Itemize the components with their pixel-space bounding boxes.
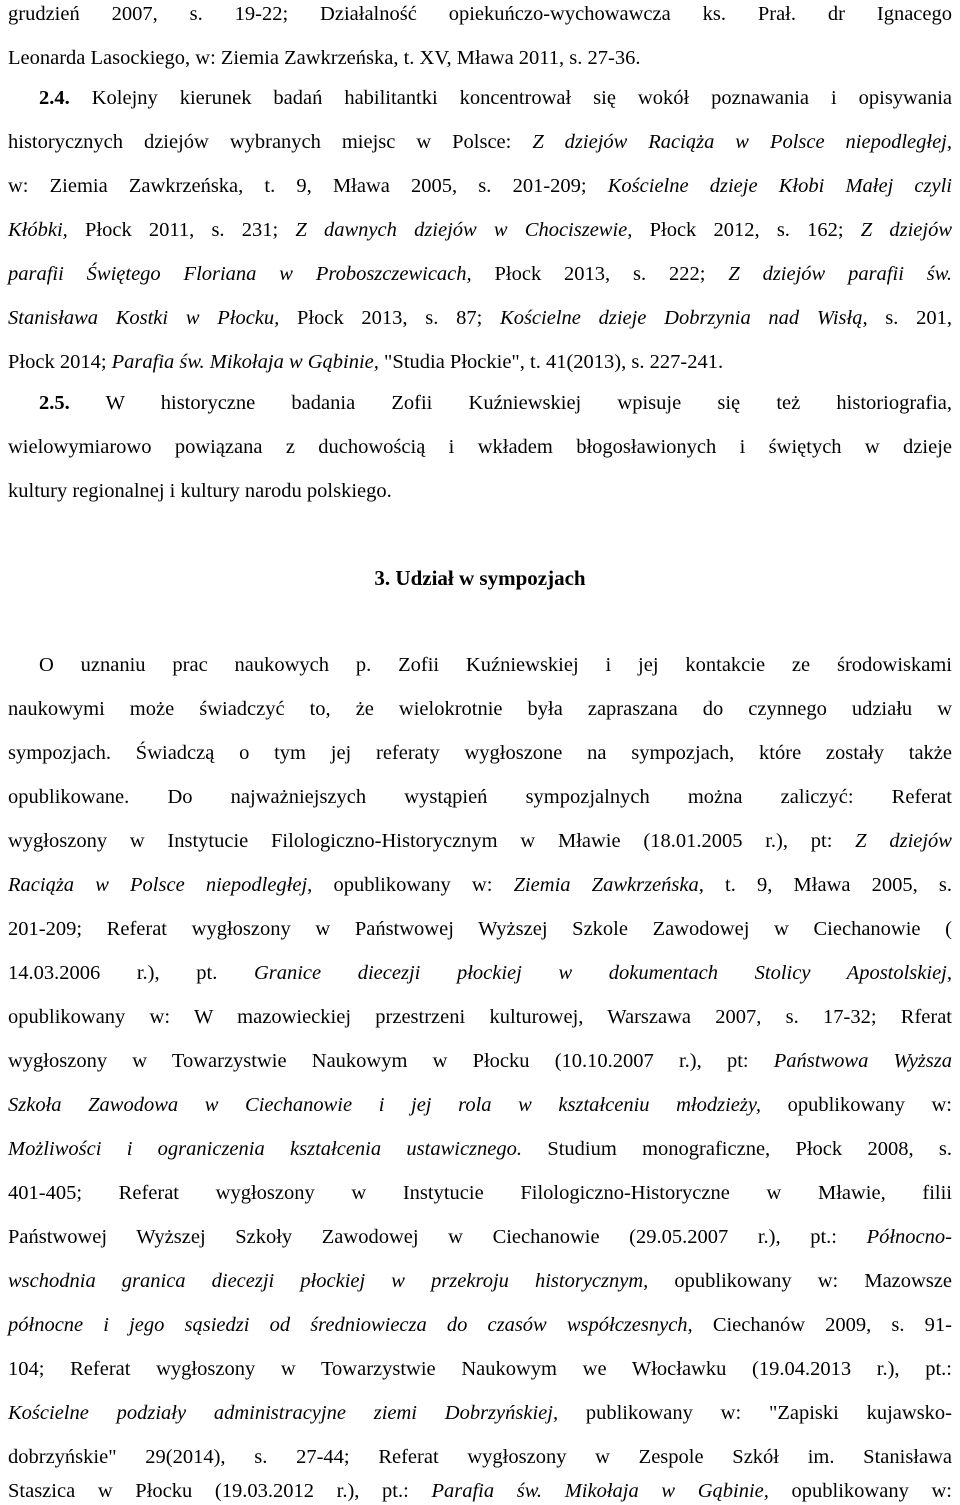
text-line: w: Ziemia Zawkrzeńska, t. 9, Mława 2005, s. 201-209; Kościelne dzieje Kłobi Małej czyli (8, 175, 952, 197)
text-line: Stanisława Kostki w Płocku, Płock 2013, s. 87; Kościelne dzieje Dobrzynia nad Wisłą, s. 201, (8, 307, 953, 329)
text-line: historycznych dziejów wybranych miejsc w Polsce: Z dziejów Raciąża w Polsce niepodległej, (8, 131, 953, 153)
text-line: północne i jego sąsiedzi od średniowiecza do czasów współczesnych, Ciechanów 2009, s. 91- (8, 1314, 952, 1336)
text-line: Szkoła Zawodowa w Ciechanowie i jej rola w kształceniu młodzieży, opublikowany w: (8, 1094, 952, 1116)
text-line: Państwowej Wyższej Szkoły Zawodowej w Ciechanowie (29.05.2007 r.), pt.: Północno- (8, 1226, 952, 1248)
text-line: parafii Świętego Floriana w Proboszczewicach, Płock 2013, s. 222; Z dziejów parafii św. (8, 263, 952, 285)
text-line: 104; Referat wygłoszony w Towarzystwie Naukowym we Włocławku (19.04.2013 r.), pt.: (8, 1358, 952, 1380)
text-line: dobrzyńskie" 29(2014), s. 27-44; Referat wygłoszony w Zespole Szkół im. Stanisława (8, 1446, 952, 1468)
section-heading: 3. Udział w sympozjach (374, 566, 586, 590)
text-line: Staszica w Płocku (19.03.2012 r.), pt.: Parafia św. Mikołaja w Gąbinie, opublikowany w: (8, 1480, 952, 1502)
text-line: O uznaniu prac naukowych p. Zofii Kuźniewskiej i jej kontakcie ze środowiskami (39, 654, 952, 676)
text-line: Kłóbki, Płock 2011, s. 231; Z dawnych dziejów w Chociszewie, Płock 2012, s. 162; Z dziejów (8, 219, 953, 241)
text-line: Płock 2014; Parafia św. Mikołaja w Gąbinie, "Studia Płockie", t. 41(2013), s. 227-241. (8, 351, 724, 373)
text-line: Leonarda Lasockiego, w: Ziemia Zawkrzeńska, t. XV, Mława 2011, s. 27-36. (8, 47, 641, 69)
text-line: sympozjach. Świadczą o tym jej referaty wygłoszone na sympozjach, które zostały także (8, 742, 952, 764)
section-number: 2.4. (39, 87, 70, 109)
text-line: wygłoszony w Towarzystwie Naukowym w Płocku (10.10.2007 r.), pt: Państwowa Wyższa (8, 1050, 952, 1072)
text-line: wschodnia granica diecezji płockiej w przekroju historycznym, opublikowany w: Mazowsze (8, 1270, 952, 1292)
text-line: kultury regionalnej i kultury narodu polskiego. (8, 480, 392, 502)
text-line: 201-209; Referat wygłoszony w Państwowej Wyższej Szkole Zawodowej w Ciechanowie ( (8, 918, 952, 940)
text-line: 14.03.2006 r.), pt. Granice diecezji płockiej w dokumentach Stolicy Apostolskiej, (8, 962, 953, 984)
text-line: grudzień 2007, s. 19-22; Działalność opiekuńczo-wychowawcza ks. Prał. dr Ignacego (8, 3, 952, 25)
text-line: opublikowany w: W mazowieckiej przestrzeni kulturowej, Warszawa 2007, s. 17-32; Rferat (8, 1006, 952, 1028)
text-line: opublikowane. Do najważniejszych wystąpień sympozjalnych można zaliczyć: Referat (8, 786, 952, 808)
section-2-5-line: 2.5. W historyczne badania Zofii Kuźniewskiej wpisuje się też historiografia, (39, 392, 952, 414)
text-line: 401-405; Referat wygłoszony w Instytucie Filologiczno-Historyczne w Mławie, filii (8, 1182, 952, 1204)
text-line: naukowymi może świadczyć to, że wielokrotnie była zapraszana do czynnego udziału w (8, 698, 952, 720)
section-2-4-line: 2.4. Kolejny kierunek badań habilitantki koncentrował się wokół poznawania i opisywania (39, 87, 953, 109)
text-line: wielowymiarowo powiązana z duchowością i wkładem błogosławionych i świętych w dzieje (8, 436, 952, 458)
text-line: Raciąża w Polsce niepodległej, opublikowany w: Ziemia Zawkrzeńska, t. 9, Mława 2005, s. (8, 874, 953, 896)
text-line: Możliwości i ograniczenia kształcenia ustawicznego. Studium monograficzne, Płock 2008, s. (8, 1138, 952, 1160)
section-number: 2.5. (39, 392, 70, 414)
text-line: Kościelne podziały administracyjne ziemi Dobrzyńskiej, publikowany w: "Zapiski kujawsko- (8, 1402, 952, 1424)
text-line: wygłoszony w Instytucie Filologiczno-Historycznym w Mławie (18.01.2005 r.), pt: Z dziejów (8, 830, 952, 852)
